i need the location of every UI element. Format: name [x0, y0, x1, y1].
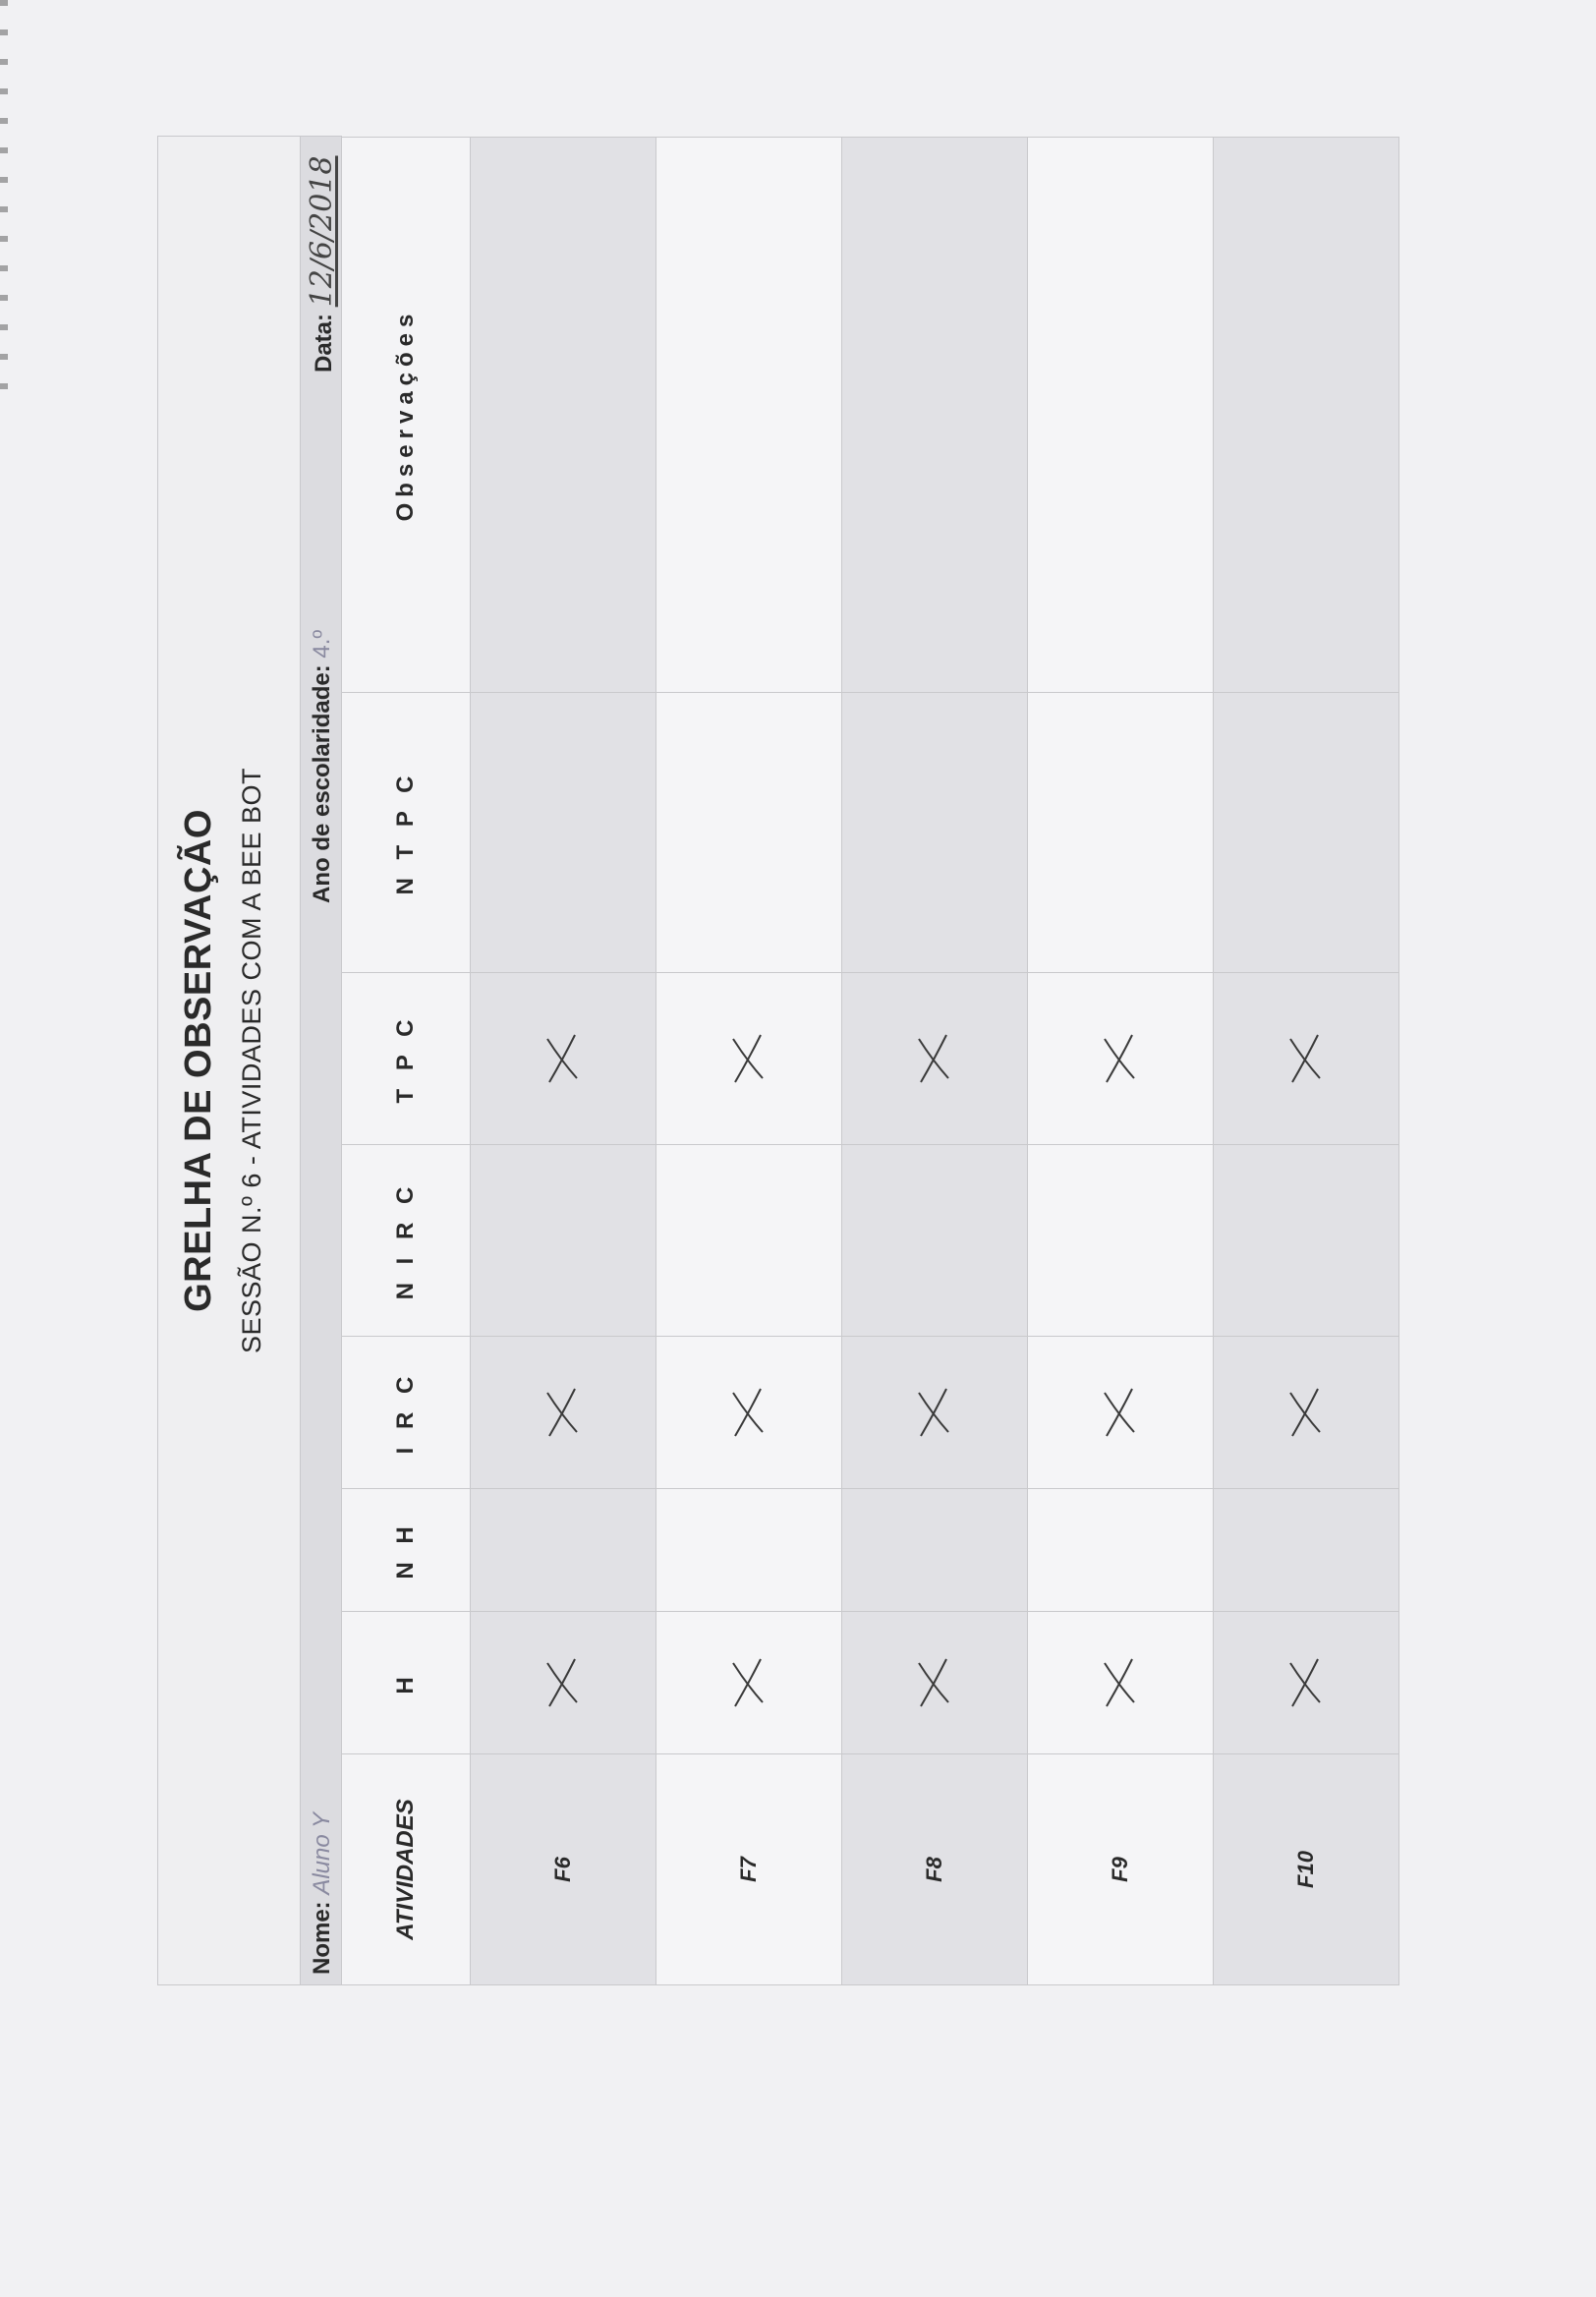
activity-cell: F7	[656, 1754, 842, 1985]
table-row	[471, 138, 656, 1985]
data-value: 12/6/2018	[305, 155, 339, 308]
cell-tpc	[471, 973, 656, 1145]
cell-nirc	[1214, 1145, 1399, 1337]
binding-holes	[0, 0, 8, 413]
header-ntpc: N T P C	[342, 693, 471, 973]
cell-nirc	[842, 1145, 1028, 1337]
cell-nh	[842, 1489, 1028, 1612]
cell-tpc	[656, 973, 842, 1145]
nome-value: Aluno Y	[309, 1812, 335, 1895]
activity-cell: F9	[1028, 1754, 1214, 1985]
cell-nh	[1214, 1489, 1399, 1612]
cell-irc	[1214, 1337, 1399, 1489]
cell-h	[1028, 1612, 1214, 1754]
handwritten-x-mark	[727, 1383, 767, 1442]
handwritten-x-mark	[542, 1383, 581, 1442]
cell-tpc	[1214, 973, 1399, 1145]
handwritten-x-mark	[542, 1653, 581, 1712]
handwritten-x-mark	[1284, 1383, 1324, 1442]
meta-row	[300, 136, 342, 1985]
handwritten-x-mark	[542, 1029, 581, 1088]
cell-obs	[842, 138, 1028, 693]
handwritten-x-mark	[913, 1383, 952, 1442]
cell-ntpc	[842, 693, 1028, 973]
cell-h	[471, 1612, 656, 1754]
cell-irc	[656, 1337, 842, 1489]
header-irc: I R C	[342, 1337, 471, 1489]
cell-irc	[471, 1337, 656, 1489]
cell-ntpc	[656, 693, 842, 973]
observation-sheet	[157, 138, 1386, 1985]
cell-h	[656, 1612, 842, 1754]
activity-cell: F10	[1214, 1754, 1399, 1985]
cell-nirc	[471, 1145, 656, 1337]
handwritten-x-mark	[1099, 1029, 1138, 1088]
cell-nh	[471, 1489, 656, 1612]
header-nh: N H	[342, 1489, 471, 1612]
cell-irc	[842, 1337, 1028, 1489]
header-tpc: T P C	[342, 973, 471, 1145]
cell-nh	[656, 1489, 842, 1612]
document-title: GRELHA DE OBSERVAÇÃO	[178, 809, 219, 1312]
cell-ntpc	[471, 693, 656, 973]
cell-h	[1214, 1612, 1399, 1754]
cell-tpc	[842, 973, 1028, 1145]
handwritten-x-mark	[1284, 1029, 1324, 1088]
ano-label: Ano de escolaridade:	[309, 664, 335, 903]
nome-label: Nome:	[309, 1901, 335, 1975]
cell-nirc	[1028, 1145, 1214, 1337]
cell-irc	[1028, 1337, 1214, 1489]
student-name	[309, 1812, 336, 1975]
handwritten-x-mark	[1099, 1383, 1138, 1442]
handwritten-x-mark	[727, 1029, 767, 1088]
data-label: Data:	[311, 313, 337, 373]
cell-obs	[471, 138, 656, 693]
cell-nh	[1028, 1489, 1214, 1612]
handwritten-x-mark	[913, 1029, 952, 1088]
header-atividades: ATIVIDADES	[342, 1754, 471, 1985]
handwritten-x-mark	[1099, 1653, 1138, 1712]
cell-nirc	[656, 1145, 842, 1337]
date	[305, 155, 339, 373]
table-row	[656, 138, 842, 1985]
handwritten-x-mark	[727, 1653, 767, 1712]
handwritten-x-mark	[913, 1653, 952, 1712]
header-nirc: N I R C	[342, 1145, 471, 1337]
table-row	[1214, 138, 1399, 1985]
school-year	[309, 630, 336, 903]
table-body	[471, 138, 1399, 1985]
document-subtitle: SESSÃO N.º 6 - ATIVIDADES COM A BEE BOT	[237, 767, 266, 1354]
header-h: H	[342, 1612, 471, 1754]
activity-cell: F8	[842, 1754, 1028, 1985]
table-row	[1028, 138, 1214, 1985]
handwritten-x-mark	[1284, 1653, 1324, 1712]
header-observacoes: Observações	[342, 138, 471, 693]
cell-ntpc	[1214, 693, 1399, 973]
table-header-row	[342, 138, 471, 1985]
cell-h	[842, 1612, 1028, 1754]
cell-obs	[656, 138, 842, 693]
cell-obs	[1028, 138, 1214, 693]
activity-cell: F6	[471, 1754, 656, 1985]
cell-obs	[1214, 138, 1399, 693]
table-row	[842, 138, 1028, 1985]
cell-tpc	[1028, 973, 1214, 1145]
cell-ntpc	[1028, 693, 1214, 973]
title-block	[157, 136, 301, 1985]
observation-table	[341, 137, 1399, 1985]
ano-value: 4.º	[309, 629, 335, 659]
